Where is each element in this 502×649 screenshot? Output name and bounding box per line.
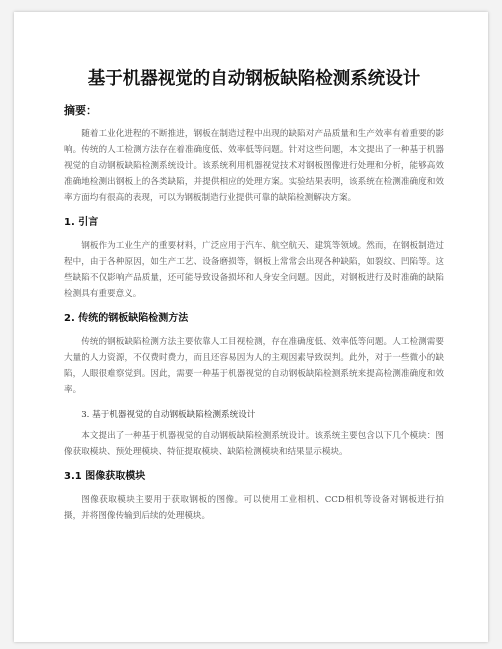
paper-title: 基于机器视觉的自动钢板缺陷检测系统设计 [87,69,421,89]
page-content [64,68,444,524]
section-body-intro: 钢板作为工业生产的重要材料，广泛应用于汽车、航空航天、建筑等领域。然而，在钢板制造过程中，由于各种原因，如生产工艺、设备磨损等，钢板上常常会出现各种缺陷，如裂纹、凹陷等。这些缺陷不仅影响产品质量，还可能导致设备损坏和人身安全问题。因此，对钢板进行及时准确的缺陷检测具有重要意义。 [64,241,444,299]
section-body-system-design: 本文提出了一种基于机器视觉的自动钢板缺陷检测系统设计。该系统主要包含以下几个模块：图像获取模块、预处理模块、特征提取模块、缺陷检测模块和结果显示模块。 [64,431,444,457]
abstract-label: 摘要： [64,104,97,117]
document-page [14,12,488,642]
abstract-text: 随着工业化进程的不断推进，钢板在制造过程中出现的缺陷对产品质量和生产效率有着重要的影响。传统的人工检测方法存在着准确度低、效率低等问题。针对这些问题，本文提出了一种基于机器视觉的自动钢板缺陷检测系统设计。该系统利用机器视觉技术对钢板图像进行处理和分析，能够高效准确地检测出钢板上的各类缺陷，并提供相应的处理方案。实验结果表明，该系统在检测准确度和效率方面均有很高的表现，可以为钢板制造行业提供可靠的缺陷检测解决方案。 [64,129,444,203]
section-heading-system-design: 3. 基于机器视觉的自动钢板缺陷检测系统设计 [81,410,256,420]
section-body-image-acquisition: 图像获取模块主要用于获取钢板的图像。可以使用工业相机、CCD相机等设备对钢板进行拍摄，并将图像传输到后续的处理模块。 [64,495,444,521]
section-heading-image-acquisition: 3.1 图像获取模块 [64,471,146,482]
section-body-traditional-methods: 传统的钢板缺陷检测方法主要依靠人工目视检测，存在准确度低、效率低等问题。人工检测需要大量的人力资源，不仅费时费力，而且还容易因为人的主观因素导致误判。此外，对于一些微小的缺陷，人眼很难察觉到。因此，需要一种基于机器视觉的自动钢板缺陷检测系统来提高检测准确度和效率。 [64,337,444,395]
section-heading-intro: 1. 引言 [64,217,99,228]
section-heading-traditional-methods: 2. 传统的钢板缺陷检测方法 [64,313,189,324]
